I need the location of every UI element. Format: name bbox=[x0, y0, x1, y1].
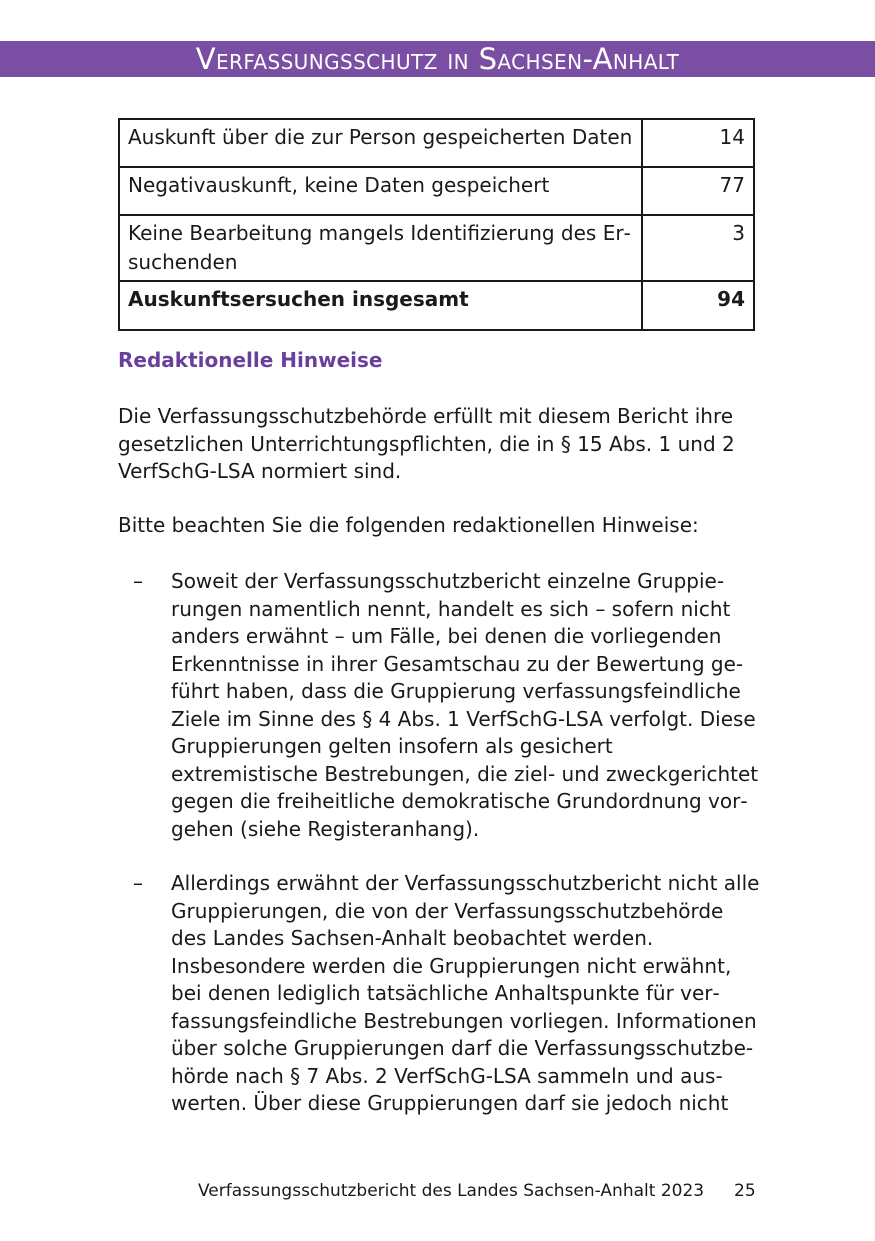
row-label: Negativauskunft, keine Daten gespeichert bbox=[119, 167, 642, 215]
row-value: 14 bbox=[642, 119, 754, 167]
lead-paragraph: Bitte beachten Sie die folgenden redaktionellen Hinweise: bbox=[118, 513, 699, 537]
section-heading: Redaktionelle Hinweise bbox=[118, 348, 383, 372]
intro-paragraph: Die Verfassungsschutzbehörde erfüllt mit diesem Bericht ihre gesetzlichen Unterrichtungspflichten, die in § 15 Abs. 1 und 2 VerfSchG-LSA normiert sind. bbox=[118, 404, 735, 483]
dash-bullet: – bbox=[133, 871, 143, 895]
list-item-text: Soweit der Verfassungsschutzbericht einzelne Gruppierungen namentlich nennt, handelt es sich – sofern nicht anders erwähnt – um Fälle, bei denen die vorliegenden Erkenntnisse in ihrer Gesamtschau zu der Bewertung geführt haben, dass die Gruppierung verfassungsfeindliche Ziele im Sinne des § 4 Abs. 1 VerfSchG-LSA verfolgt. Diese Gruppierungen gelten insofern als gesichert extremistische Bestrebungen, die ziel- und zweckgerichtet gegen die freiheitliche demokratische Grundordnung vorgehen (siehe Registeranhang). bbox=[171, 569, 759, 841]
row-label: Auskunft über die zur Person gespeicherten Daten bbox=[119, 119, 642, 167]
list-item bbox=[118, 568, 763, 843]
statistics-table bbox=[118, 118, 755, 331]
table-row bbox=[119, 215, 754, 281]
footer-text: Verfassungsschutzbericht des Landes Sachsen-Anhalt 2023 bbox=[198, 1181, 705, 1201]
dash-bullet: – bbox=[133, 569, 143, 593]
total-label: Auskunftsersuchen insgesamt bbox=[119, 281, 642, 330]
row-label: Keine Bearbeitung mangels Identifizierung des Ersuchenden bbox=[119, 215, 642, 281]
table-total-row bbox=[119, 281, 754, 330]
table-row bbox=[119, 167, 754, 215]
page-header-title: Verfassungsschutz in Sachsen-Anhalt bbox=[195, 42, 680, 76]
row-value: 3 bbox=[642, 215, 754, 281]
total-value: 94 bbox=[642, 281, 754, 330]
list-item-text: Allerdings erwähnt der Verfassungsschutzbericht nicht alle Gruppierungen, die von der Verfassungsschutzbehörde des Landes Sachsen-Anhalt beobachtet werden. Insbesondere werden die Gruppierungen nicht erwähnt, bei denen lediglich tatsächliche Anhaltspunkte für verfassungsfeindliche Bestrebungen vorliegen. Informationen über solche Gruppierungen darf die Verfassungsschutzbehörde nach § 7 Abs. 2 VerfSchG-LSA sammeln und auswerten. Über diese Gruppierungen darf sie jedoch nicht bbox=[171, 871, 760, 1115]
table-row bbox=[119, 119, 754, 167]
list-item bbox=[118, 870, 763, 1118]
header-bar bbox=[0, 41, 875, 77]
page-number: 25 bbox=[734, 1181, 756, 1201]
row-value: 77 bbox=[642, 167, 754, 215]
